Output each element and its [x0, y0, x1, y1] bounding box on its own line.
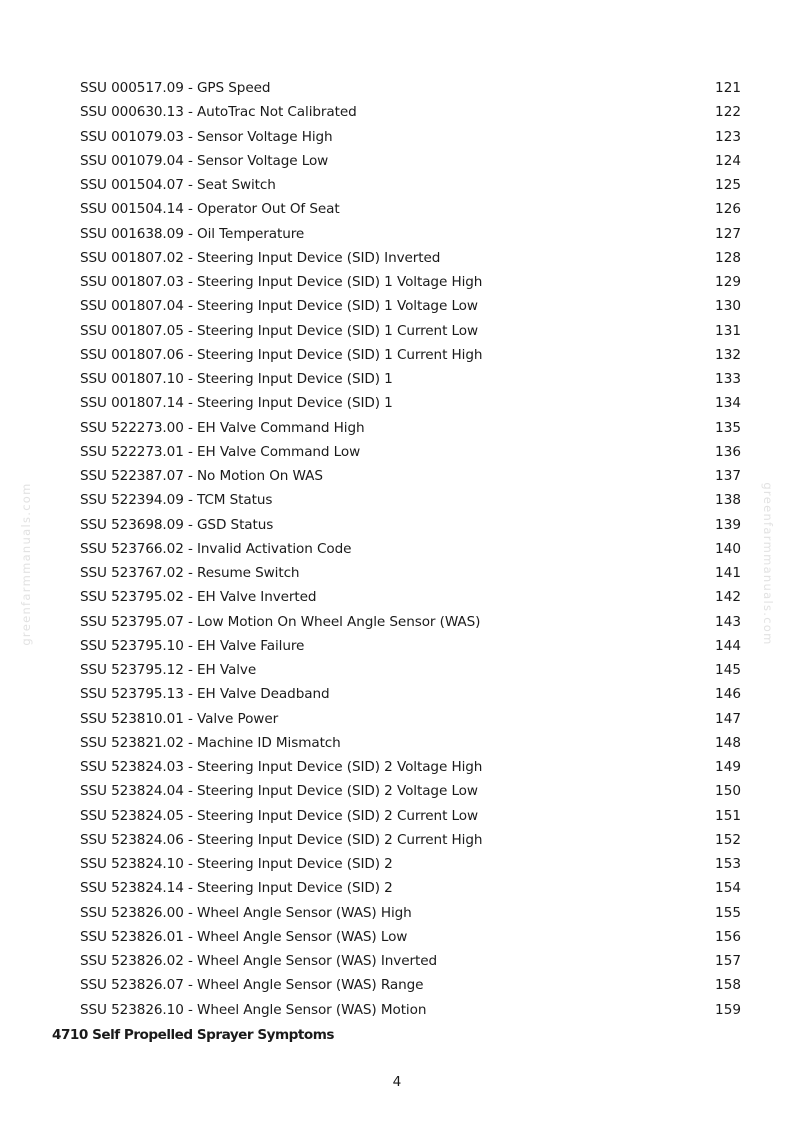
toc-entry-title: SSU 001638.09 - Oil Temperature [80, 225, 305, 242]
table-of-contents [0, 76, 794, 1022]
toc-entry-title: SSU 523824.14 - Steering Input Device (SID) 2 [80, 880, 393, 897]
toc-entry-title: SSU 522394.09 - TCM Status [80, 492, 273, 509]
toc-entry[interactable] [0, 949, 794, 973]
toc-entry-page-number: 143 [715, 613, 741, 630]
toc-entry-page-number: 141 [715, 565, 741, 581]
toc-entry[interactable] [0, 440, 794, 464]
toc-entry[interactable] [0, 561, 794, 585]
toc-entry-title: SSU 523698.09 - GSD Status [80, 516, 274, 533]
toc-entry-title: SSU 523826.01 - Wheel Angle Sensor (WAS) Low [80, 928, 408, 945]
toc-entry[interactable] [0, 343, 794, 367]
toc-entry-page-number: 130 [715, 298, 741, 315]
toc-entry-page-number: 137 [715, 468, 741, 484]
toc-entry[interactable] [0, 925, 794, 949]
toc-entry-page-number: 151 [715, 807, 741, 824]
toc-entry-page-number: 136 [715, 443, 741, 460]
toc-entry-title: SSU 523795.13 - EH Valve Deadband [80, 686, 330, 703]
toc-entry[interactable] [0, 876, 794, 900]
toc-entry-page-number: 129 [715, 274, 741, 290]
section-heading[interactable]: 4710 Self Propelled Sprayer Symptoms [52, 1027, 334, 1043]
toc-entry[interactable] [0, 125, 794, 149]
toc-entry-title: SSU 523795.12 - EH Valve [80, 662, 257, 678]
toc-entry[interactable] [0, 513, 794, 537]
toc-entry-page-number: 147 [715, 710, 741, 727]
toc-entry-page-number: 149 [715, 759, 741, 775]
toc-entry-page-number: 121 [715, 80, 741, 96]
toc-entry-page-number: 125 [715, 177, 741, 193]
toc-entry-title: SSU 523824.06 - Steering Input Device (SID) 2 Current High [80, 831, 483, 848]
toc-entry-title: SSU 523810.01 - Valve Power [80, 710, 279, 727]
toc-entry-title: SSU 523824.05 - Steering Input Device (SID) 2 Current Low [80, 807, 478, 824]
toc-entry-page-number: 148 [715, 734, 741, 751]
toc-entry-page-number: 132 [715, 346, 741, 363]
toc-entry-title: SSU 001807.03 - Steering Input Device (SID) 1 Voltage High [80, 274, 483, 290]
toc-entry-page-number: 145 [715, 662, 741, 678]
toc-entry-title: SSU 001807.06 - Steering Input Device (SID) 1 Current High [80, 346, 483, 363]
toc-entry-title: SSU 523826.00 - Wheel Angle Sensor (WAS) High [80, 904, 412, 921]
toc-entry-title: SSU 523824.10 - Steering Input Device (SID) 2 [80, 856, 393, 872]
toc-entry[interactable] [0, 464, 794, 488]
toc-entry[interactable] [0, 100, 794, 124]
toc-entry[interactable] [0, 973, 794, 997]
toc-entry-page-number: 135 [715, 419, 741, 436]
toc-entry[interactable] [0, 634, 794, 658]
toc-entry-title: SSU 001807.14 - Steering Input Device (SID) 1 [80, 395, 393, 412]
toc-entry-page-number: 153 [715, 856, 741, 872]
toc-entry[interactable] [0, 76, 794, 100]
toc-entry-title: SSU 522273.01 - EH Valve Command Low [80, 443, 361, 460]
toc-entry[interactable] [0, 319, 794, 343]
toc-entry-title: SSU 523795.10 - EH Valve Failure [80, 637, 305, 654]
toc-entry-page-number: 127 [715, 225, 741, 242]
toc-entry[interactable] [0, 391, 794, 415]
toc-entry-page-number: 154 [715, 880, 741, 897]
toc-entry-page-number: 144 [715, 637, 741, 654]
toc-entry-page-number: 124 [715, 152, 741, 169]
toc-entry[interactable] [0, 537, 794, 561]
toc-entry-page-number: 128 [715, 249, 741, 266]
toc-entry-page-number: 131 [715, 322, 741, 339]
toc-entry-title: SSU 000630.13 - AutoTrac Not Calibrated [80, 104, 357, 121]
toc-entry-page-number: 133 [715, 371, 741, 387]
toc-entry[interactable] [0, 173, 794, 197]
toc-entry-page-number: 152 [715, 831, 741, 848]
toc-entry-title: SSU 523826.07 - Wheel Angle Sensor (WAS) Range [80, 977, 424, 994]
toc-entry[interactable] [0, 779, 794, 803]
toc-entry[interactable] [0, 731, 794, 755]
toc-entry-page-number: 138 [715, 492, 741, 509]
toc-entry[interactable] [0, 149, 794, 173]
toc-entry-title: SSU 523821.02 - Machine ID Mismatch [80, 734, 341, 751]
toc-entry-page-number: 159 [715, 1001, 741, 1018]
page-number: 4 [392, 1074, 402, 1090]
toc-entry-title: SSU 522273.00 - EH Valve Command High [80, 419, 365, 436]
toc-entry-title: SSU 000517.09 - GPS Speed [80, 80, 271, 96]
toc-entry-title: SSU 001807.02 - Steering Input Device (SID) Inverted [80, 249, 441, 266]
toc-entry[interactable] [0, 246, 794, 270]
toc-entry-title: SSU 523767.02 - Resume Switch [80, 565, 300, 581]
toc-entry-title: SSU 001079.04 - Sensor Voltage Low [80, 152, 329, 169]
toc-entry[interactable] [0, 804, 794, 828]
toc-entry-title: SSU 001504.07 - Seat Switch [80, 177, 276, 193]
toc-entry[interactable] [0, 416, 794, 440]
toc-entry-title: SSU 001807.05 - Steering Input Device (SID) 1 Current Low [80, 322, 478, 339]
toc-entry-page-number: 139 [715, 516, 741, 533]
toc-entry[interactable] [0, 222, 794, 246]
toc-entry[interactable] [0, 488, 794, 512]
toc-entry-title: SSU 522387.07 - No Motion On WAS [80, 468, 323, 484]
toc-entry[interactable] [0, 998, 794, 1022]
toc-entry-title: SSU 001807.04 - Steering Input Device (SID) 1 Voltage Low [80, 298, 478, 315]
toc-entry[interactable] [0, 658, 794, 682]
toc-entry-page-number: 157 [715, 953, 741, 969]
toc-entry-title: SSU 523826.02 - Wheel Angle Sensor (WAS) Inverted [80, 953, 437, 969]
toc-entry[interactable] [0, 901, 794, 925]
toc-entry-title: SSU 001079.03 - Sensor Voltage High [80, 128, 333, 145]
toc-entry-title: SSU 523766.02 - Invalid Activation Code [80, 540, 352, 557]
toc-entry[interactable] [0, 585, 794, 609]
toc-entry-title: SSU 523795.02 - EH Valve Inverted [80, 589, 317, 606]
toc-entry[interactable] [0, 828, 794, 852]
toc-entry-title: SSU 523824.04 - Steering Input Device (SID) 2 Voltage Low [80, 783, 478, 800]
toc-entry[interactable] [0, 682, 794, 706]
toc-entry-page-number: 140 [715, 540, 741, 557]
toc-entry[interactable] [0, 197, 794, 221]
watermark-left: greenfarmmanuals.com [19, 482, 33, 646]
toc-entry-page-number: 155 [715, 904, 741, 921]
toc-entry[interactable] [0, 270, 794, 294]
toc-entry-page-number: 146 [715, 686, 741, 703]
toc-entry-title: SSU 001504.14 - Operator Out Of Seat [80, 201, 340, 218]
toc-entry-page-number: 134 [715, 395, 741, 412]
toc-entry-page-number: 150 [715, 783, 741, 800]
toc-entry-title: SSU 523826.10 - Wheel Angle Sensor (WAS) Motion [80, 1001, 427, 1018]
toc-entry-page-number: 156 [715, 928, 741, 945]
watermark-right: greenfarmmanuals.com [761, 482, 775, 646]
toc-entry[interactable] [0, 610, 794, 634]
toc-entry-page-number: 158 [715, 977, 741, 994]
toc-entry[interactable] [0, 294, 794, 318]
toc-entry-page-number: 123 [715, 128, 741, 145]
toc-entry-page-number: 122 [715, 104, 741, 121]
toc-entry-title: SSU 001807.10 - Steering Input Device (SID) 1 [80, 371, 393, 387]
toc-entry[interactable] [0, 852, 794, 876]
toc-entry[interactable] [0, 707, 794, 731]
toc-entry-title: SSU 523795.07 - Low Motion On Wheel Angle Sensor (WAS) [80, 613, 481, 630]
toc-entry-page-number: 126 [715, 201, 741, 218]
toc-entry-title: SSU 523824.03 - Steering Input Device (SID) 2 Voltage High [80, 759, 483, 775]
toc-entry[interactable] [0, 367, 794, 391]
toc-entry[interactable] [0, 755, 794, 779]
toc-entry-page-number: 142 [715, 589, 741, 606]
